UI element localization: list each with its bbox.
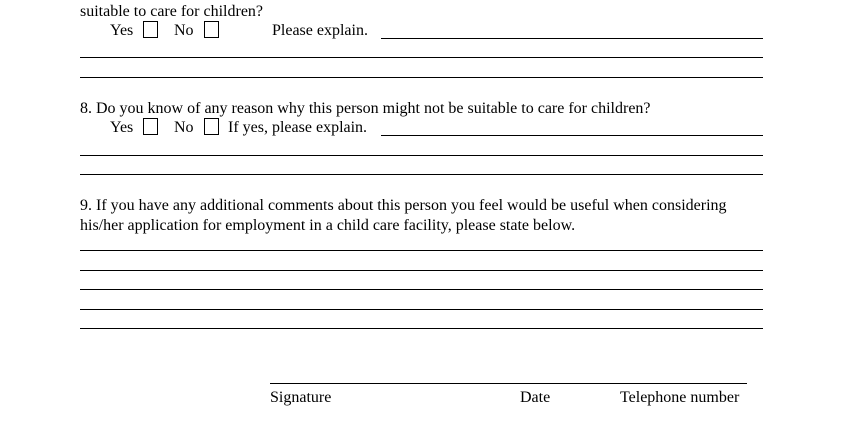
q8-no-checkbox[interactable] bbox=[204, 118, 219, 135]
date-label: Date bbox=[520, 389, 551, 406]
signature-date-phone-line[interactable] bbox=[270, 383, 747, 384]
q8-explain-field[interactable] bbox=[381, 135, 763, 136]
q7-explain-line-1[interactable] bbox=[80, 57, 763, 58]
q8-yes-checkbox[interactable] bbox=[143, 118, 158, 135]
q7-continued-text: suitable to care for children? bbox=[80, 3, 264, 20]
q7-explain-label: Please explain. bbox=[272, 22, 368, 39]
q9-comment-line-2[interactable] bbox=[80, 270, 763, 271]
telephone-number-label: Telephone number bbox=[620, 389, 740, 406]
q7-explain-field[interactable] bbox=[381, 38, 763, 39]
q8-explain-label: If yes, please explain. bbox=[228, 119, 368, 136]
q7-no-checkbox[interactable] bbox=[204, 21, 219, 38]
q9-comment-line-1[interactable] bbox=[80, 250, 763, 251]
q9-comment-line-3[interactable] bbox=[80, 289, 763, 290]
q8-explain-line-2[interactable] bbox=[80, 174, 763, 175]
q9-question-line-2: his/her application for employment in a child care facility, please state below. bbox=[80, 217, 576, 234]
q7-yes-checkbox[interactable] bbox=[143, 21, 158, 38]
signature-label: Signature bbox=[270, 389, 332, 406]
q8-explain-line-1[interactable] bbox=[80, 155, 763, 156]
q7-no-label: No bbox=[174, 22, 194, 39]
q8-question: 8. Do you know of any reason why this person might not be suitable to care for children? bbox=[80, 100, 651, 117]
q8-no-label: No bbox=[174, 119, 194, 136]
q9-comment-line-5[interactable] bbox=[80, 328, 763, 329]
q7-explain-line-2[interactable] bbox=[80, 77, 763, 78]
q9-question-line-1: 9. If you have any additional comments about this person you feel would be useful when considering bbox=[80, 197, 727, 214]
q7-yes-label: Yes bbox=[110, 22, 134, 39]
q8-yes-label: Yes bbox=[110, 119, 134, 136]
q9-comment-line-4[interactable] bbox=[80, 309, 763, 310]
